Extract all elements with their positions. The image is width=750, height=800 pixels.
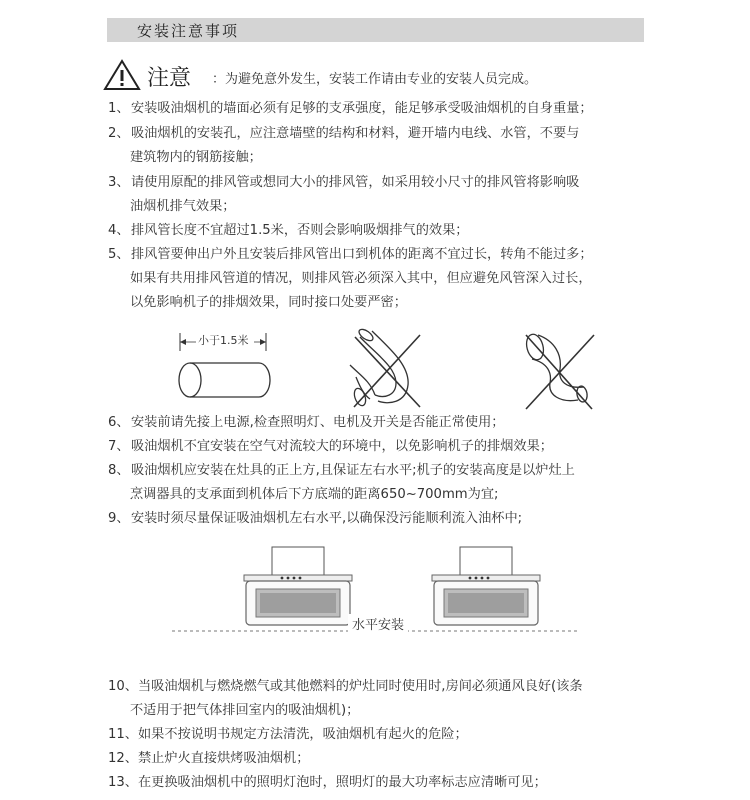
list-item-12: 12、禁止炉火直接烘烤吸油烟机； [108,751,310,766]
list-item-13: 13、在更换吸油烟机中的照明灯泡时，照明灯的最大功率标志应清晰可见； [108,775,547,790]
level-label: 水平安装 [348,614,408,633]
section-title: 安装注意事项 [137,22,240,40]
list-item-2-cont: 建筑物内的钢筋接触； [130,150,262,165]
list-item-5-cont: 如果有共用排风管道的情况，则排风管必须深入其中，但应避免风管深入过长， [130,271,592,286]
list-item-9: 9、安装时须尽量保证吸油烟机左右水平,以确保没污能顺利流入油杯中; [108,511,523,526]
range-hood-right [432,547,540,625]
list-item-8: 8、吸油烟机应安装在灶具的正上方,且保证左右水平;机子的安装高度是以炉灶上 [108,463,575,478]
list-item-2: 2、吸油烟机的安装孔，应注意墙壁的结构和材料，避开墙内电线、水管，不要与 [108,126,580,141]
list-item-5: 5、排风管要伸出户外且安装后排风管出口到机体的距离不宜过长，转角不能过多； [108,247,593,262]
warning-text: ：为避免意外发生，安装工作请由专业的安装人员完成。 [212,72,538,87]
dimension-marker [180,333,266,351]
warning-notice [102,58,662,92]
section-header-bar [107,18,644,42]
s-bend-pipe-rejected [524,332,594,409]
straight-pipe [179,363,270,397]
list-item-3: 3、请使用原配的排风管或想同大小的排风管，如采用较小尺寸的排风管将影响吸 [108,175,580,190]
range-hood-left [244,547,352,625]
warning-triangle-icon [102,58,142,92]
list-item-5-cont2: 以免影响机子的排烟效果，同时接口处要严密； [130,295,407,310]
level-installation-diagram [0,545,750,655]
list-item-10: 10、当吸油烟机与燃烧燃气或其他燃料的炉灶同时使用时,房间必须通风良好(该条 [108,679,583,694]
list-item-6: 6、安装前请先接上电源,检查照明灯、电机及开关是否能正常使用； [108,415,505,430]
list-item-1: 1、安装吸油烟机的墙面必须有足够的支承强度，能足够承受吸油烟机的自身重量； [108,101,593,116]
list-item-10-cont: 不适用于把气体排回室内的吸油烟机)； [130,703,360,718]
list-item-11: 11、如果不按说明书规定方法清洗，吸油烟机有起火的危险； [108,727,468,742]
dimension-label: 小于1.5米 [198,334,249,347]
list-item-7: 7、吸油烟机不宜安装在空气对流较大的环境中，以免影响机子的排烟效果； [108,439,553,454]
exhaust-pipe-diagram [0,325,750,415]
list-item-8-cont: 烹调器具的支承面到机体后下方底端的距离650~700mm为宜; [130,487,499,502]
warning-title: 注意 [147,66,192,91]
list-item-4: 4、排风管长度不宜超过1.5米，否则会影响吸烟排气的效果； [108,223,469,238]
list-item-3-cont: 油烟机排气效果； [130,199,236,214]
bent-pipe-rejected [350,327,420,407]
